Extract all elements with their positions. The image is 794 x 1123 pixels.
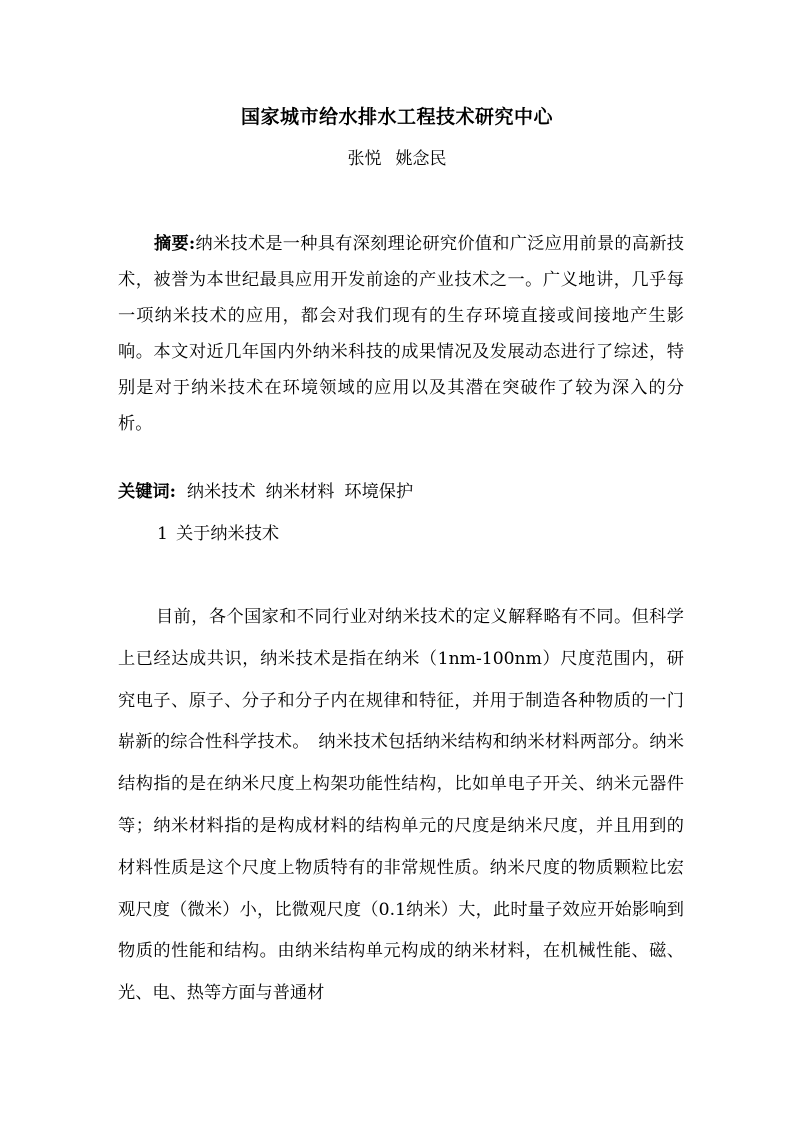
keywords-label: 关键词: [118, 482, 176, 502]
section-title: 关于纳米技术 [175, 524, 280, 544]
section-number: 1 [157, 524, 168, 544]
body-paragraph: 目前，各个国家和不同行业对纳米技术的定义解释略有不同。但科学上已经达成共识，纳米技术是指在纳米（1nm-100nm）尺度范围内，研究电子、原子、分子和分子内在规律和特征，并用于制造各种物质的一门崭新的综合性科学技术。 纳米技术包括纳米结构和纳米材料两部分。纳米结构指的是在纳米尺度上构架功能性结构，比如单电子开关、纳米元器件等；纳米材料指的是构成材料的结构单元的尺度是纳米尺度，并且用到的材料性质是这个尺度上物质特有的非常规性质。纳米尺度的物质颗粒比宏观尺度（微米）小，比微观尺度（0.1纳米）大，此时量子效应开始影响到物质的性能和结构。由纳米结构单元构成的纳米材料，在机械性能、磁、光、电、热等方面与普通材 [118, 607, 684, 1004]
keyword-item: 纳米材料 [265, 482, 335, 502]
keywords-line [118, 477, 684, 507]
abstract-label: 摘要: [154, 234, 196, 254]
author-line [0, 147, 794, 171]
document-title: 国家城市给水排水工程技术研究中心 [240, 106, 553, 128]
author-name: 张悦 [347, 149, 382, 169]
abstract-paragraph [118, 226, 684, 442]
abstract-text: 纳米技术是一种具有深刻理论研究价值和广泛应用前景的高新技术，被誉为本世纪最具应用开发前途的产业技术之一。广义地讲，几乎每一项纳米技术的应用，都会对我们现有的生存环境直接或间接地产生影响。本文对近几年国内外纳米科技的成果情况及发展动态进行了综述，特别是对于纳米技术在环境领域的应用以及其潜在突破作了较为深入的分析。 [118, 234, 684, 434]
section-heading [157, 519, 279, 549]
author-name: 姚念民 [395, 149, 447, 169]
keyword-item: 纳米技术 [186, 482, 256, 502]
keyword-item: 环境保护 [344, 482, 414, 502]
